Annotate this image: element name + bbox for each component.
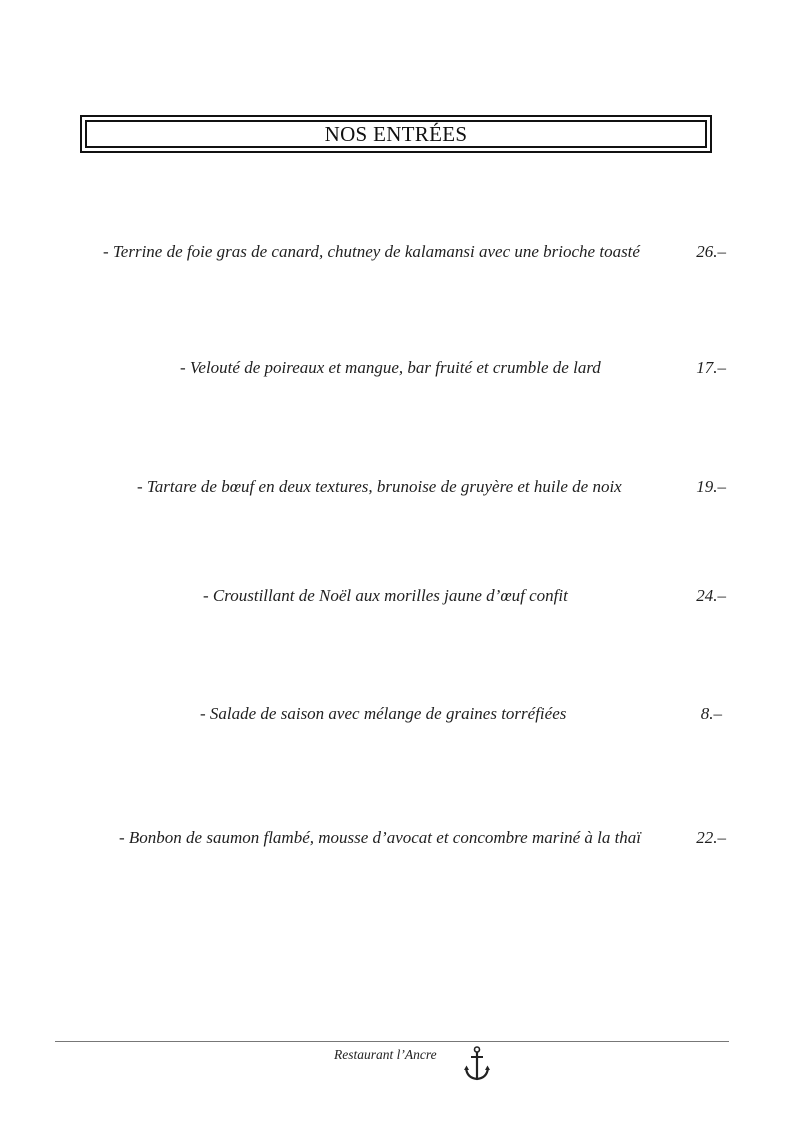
menu-item-price: 26.–: [696, 242, 726, 261]
menu-item-price: 17.–: [696, 358, 726, 377]
footer-divider: [55, 1041, 729, 1042]
menu-item-price: 19.–: [696, 477, 726, 496]
menu-item-price: 22.–: [696, 828, 726, 847]
page-title-box: [80, 115, 712, 153]
menu-item-name: - Velouté de poireaux et mangue, bar fruité et crumble de lard: [180, 358, 601, 377]
menu-item-name: - Bonbon de saumon flambé, mousse d’avocat et concombre mariné à la thaï: [119, 828, 642, 847]
menu-item-price: 24.–: [696, 586, 726, 605]
anchor-icon: [463, 1046, 491, 1082]
menu-item-name: - Tartare de bœuf en deux textures, brunoise de gruyère et huile de noix: [137, 477, 622, 496]
menu-item-name: - Croustillant de Noël aux morilles jaune d’œuf confit: [203, 586, 568, 605]
page-title: NOS ENTRÉES: [324, 121, 468, 146]
menu-item-price: 8.–: [700, 704, 722, 723]
menu-item-name: - Salade de saison avec mélange de graines torréfiées: [200, 704, 567, 723]
footer-restaurant-name: Restaurant l’Ancre: [334, 1047, 437, 1062]
menu-item-name: - Terrine de foie gras de canard, chutney de kalamansi avec une brioche toasté: [103, 242, 640, 261]
